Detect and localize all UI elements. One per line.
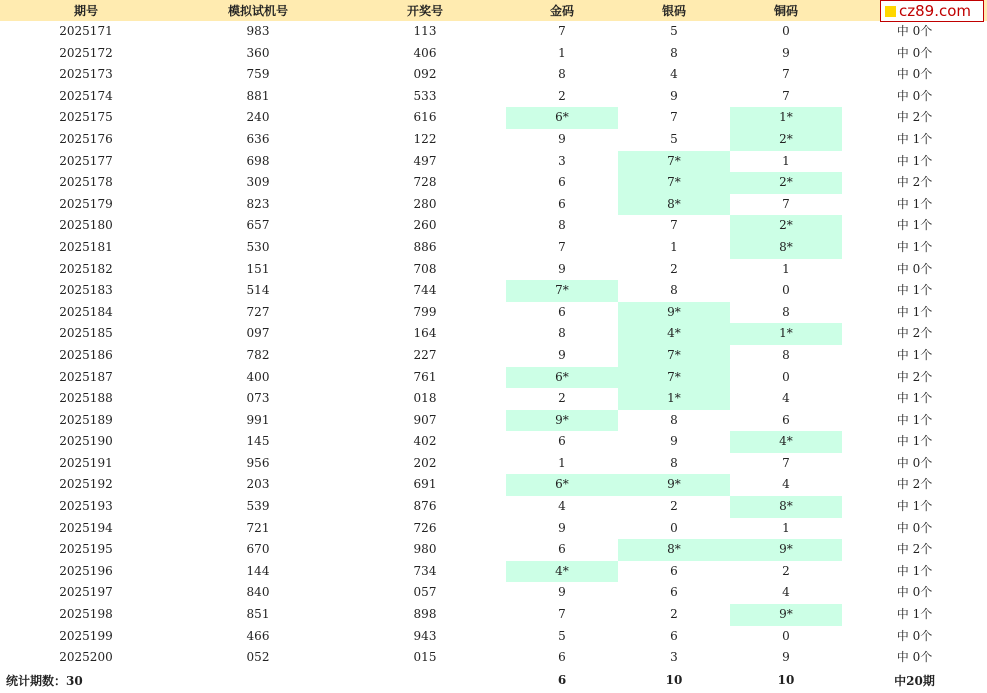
cell-sim: 670 [246, 542, 270, 557]
cell-sim: 881 [246, 88, 270, 103]
table-row [0, 539, 987, 561]
cell-draw: 734 [413, 563, 437, 578]
table-row [0, 518, 987, 540]
header-bronze: 铜码 [773, 4, 798, 18]
cell-hit: 中 2个 [896, 477, 933, 492]
cell-period: 2025189 [59, 412, 113, 427]
cell-draw: 876 [413, 499, 437, 514]
cell-silver: 6 [670, 628, 678, 643]
cell-hit: 中 1个 [896, 499, 933, 514]
cell-period: 2025176 [59, 131, 113, 146]
cell-draw: 057 [413, 585, 437, 600]
table-row [0, 237, 987, 259]
cell-draw: 708 [413, 261, 437, 276]
cell-silver: 6 [670, 585, 678, 600]
cell-draw: 260 [413, 218, 437, 233]
cell-silver: 2 [670, 261, 678, 276]
cell-period: 2025193 [59, 499, 113, 514]
cell-period: 2025191 [59, 455, 113, 470]
cell-period: 2025192 [59, 477, 113, 492]
cell-sim: 514 [246, 283, 270, 298]
cell-period: 2025195 [59, 542, 113, 557]
cell-gold: 4* [506, 561, 618, 583]
cell-silver: 8* [618, 539, 730, 561]
cell-period: 2025179 [59, 196, 113, 211]
cell-draw: 907 [413, 412, 437, 427]
cell-draw: 616 [413, 110, 437, 125]
cell-bronze: 7 [782, 67, 790, 82]
cell-gold: 7 [558, 24, 566, 38]
cell-silver: 7* [618, 172, 730, 194]
table-row [0, 604, 987, 626]
cell-draw: 761 [413, 369, 437, 384]
cell-hit: 中 1个 [896, 347, 933, 362]
cell-bronze: 2* [730, 172, 842, 194]
cell-bronze: 1 [782, 153, 790, 168]
cell-draw: 980 [413, 542, 437, 557]
cell-draw: 691 [413, 477, 437, 492]
cell-gold: 6* [506, 107, 618, 129]
cell-sim: 466 [246, 628, 270, 643]
cell-gold: 3 [558, 153, 566, 168]
cell-sim: 840 [246, 585, 270, 600]
table-row [0, 626, 987, 648]
cell-sim: 983 [246, 24, 270, 38]
cell-silver: 7* [618, 367, 730, 389]
table-header [0, 0, 987, 21]
cell-sim: 144 [246, 563, 270, 578]
table-row [0, 582, 987, 604]
cell-sim: 657 [246, 218, 270, 233]
cell-gold: 6 [558, 196, 566, 211]
cell-hit: 中 1个 [896, 412, 933, 427]
table-row [0, 280, 987, 302]
cell-sim: 991 [246, 412, 270, 427]
cell-gold: 5 [558, 628, 566, 643]
cell-sim: 400 [246, 369, 270, 384]
cell-hit: 中 1个 [896, 434, 933, 449]
cell-silver: 8* [618, 194, 730, 216]
cell-silver: 4 [670, 67, 678, 82]
cell-silver: 8 [670, 412, 678, 427]
cell-bronze: 8 [782, 304, 790, 319]
cell-silver: 9 [670, 88, 678, 103]
table-row [0, 259, 987, 281]
cell-draw: 406 [413, 45, 437, 60]
table-row [0, 151, 987, 173]
table-row [0, 194, 987, 216]
cell-gold: 8 [558, 326, 566, 341]
cell-period: 2025172 [59, 45, 113, 60]
cell-bronze: 8* [730, 496, 842, 518]
cell-period: 2025181 [59, 239, 113, 254]
cell-sim: 539 [246, 499, 270, 514]
table-row [0, 647, 987, 669]
cell-silver: 1 [670, 239, 678, 254]
cell-draw: 280 [413, 196, 437, 211]
table-footer [0, 669, 987, 691]
cell-period: 2025175 [59, 110, 113, 125]
cell-bronze: 4 [782, 585, 790, 600]
cell-silver: 3 [670, 650, 678, 665]
cell-hit: 中 0个 [896, 520, 933, 535]
cell-silver: 0 [670, 520, 678, 535]
cell-period: 2025199 [59, 628, 113, 643]
header-draw: 开奖号 [406, 4, 443, 18]
header-period: 期号 [73, 4, 98, 18]
cell-draw: 202 [413, 455, 437, 470]
cell-sim: 203 [246, 477, 270, 492]
cell-gold: 6 [558, 434, 566, 449]
cell-period: 2025190 [59, 434, 113, 449]
cell-silver: 5 [670, 131, 678, 146]
cell-gold: 7 [558, 239, 566, 254]
cell-period: 2025188 [59, 391, 113, 406]
cell-sim: 309 [246, 175, 270, 190]
cell-draw: 497 [413, 153, 437, 168]
cell-silver: 5 [670, 24, 678, 38]
cell-bronze: 7 [782, 88, 790, 103]
cell-bronze: 7 [782, 196, 790, 211]
cell-hit: 中 1个 [896, 304, 933, 319]
cell-draw: 886 [413, 239, 437, 254]
cell-period: 2025184 [59, 304, 113, 319]
cell-gold: 1 [558, 45, 566, 60]
cell-sim: 759 [246, 67, 270, 82]
cell-period: 2025182 [59, 261, 113, 276]
cell-sim: 636 [246, 131, 270, 146]
cell-period: 2025180 [59, 218, 113, 233]
cell-sim: 721 [246, 520, 270, 535]
table-row [0, 215, 987, 237]
cell-draw: 018 [413, 391, 437, 406]
cell-draw: 533 [413, 88, 437, 103]
table-row [0, 496, 987, 518]
cell-draw: 799 [413, 304, 437, 319]
footer-gold: 6 [557, 673, 567, 687]
cell-hit: 中 1个 [896, 218, 933, 233]
cell-hit: 中 1个 [896, 196, 933, 211]
cell-hit: 中 1个 [896, 239, 933, 254]
cell-period: 2025174 [59, 88, 113, 103]
cell-draw: 015 [413, 650, 437, 665]
table-row [0, 410, 987, 432]
cell-hit: 中 0个 [896, 24, 933, 38]
cell-hit: 中 0个 [896, 88, 933, 103]
table-row [0, 453, 987, 475]
cell-silver: 9* [618, 302, 730, 324]
cell-sim: 151 [246, 261, 270, 276]
cell-hit: 中 0个 [896, 261, 933, 276]
cell-bronze: 1 [782, 520, 790, 535]
cell-hit: 中 2个 [896, 110, 933, 125]
cell-bronze: 2* [730, 215, 842, 237]
cell-bronze: 1* [730, 107, 842, 129]
cell-hit: 中 0个 [896, 45, 933, 60]
cell-sim: 698 [246, 153, 270, 168]
cell-silver: 7 [670, 110, 678, 125]
cell-gold: 6* [506, 367, 618, 389]
cell-silver: 8 [670, 283, 678, 298]
cell-sim: 782 [246, 347, 270, 362]
cell-hit: 中 1个 [896, 563, 933, 578]
table-row [0, 107, 987, 129]
cell-bronze: 9 [782, 45, 790, 60]
footer-bronze: 10 [777, 673, 795, 687]
site-logo[interactable] [880, 0, 984, 22]
cell-draw: 744 [413, 283, 437, 298]
cell-bronze: 9* [730, 604, 842, 626]
cell-bronze: 2 [782, 563, 790, 578]
cell-period: 2025198 [59, 607, 113, 622]
cell-gold: 2 [558, 88, 566, 103]
cell-draw: 898 [413, 607, 437, 622]
cell-gold: 9 [558, 347, 566, 362]
cell-sim: 823 [246, 196, 270, 211]
footer-silver: 10 [665, 673, 683, 687]
cell-gold: 9 [558, 131, 566, 146]
cell-period: 2025186 [59, 347, 113, 362]
cell-sim: 956 [246, 455, 270, 470]
cell-period: 2025200 [59, 650, 113, 665]
cell-silver: 9 [670, 434, 678, 449]
cell-bronze: 2* [730, 129, 842, 151]
cell-gold: 6* [506, 474, 618, 496]
table-row [0, 345, 987, 367]
table-row [0, 302, 987, 324]
cell-gold: 9* [506, 410, 618, 432]
cell-bronze: 4 [782, 477, 790, 492]
cell-hit: 中 2个 [896, 175, 933, 190]
cell-bronze: 1* [730, 323, 842, 345]
cell-silver: 7* [618, 345, 730, 367]
cell-draw: 122 [413, 131, 437, 146]
cell-hit: 中 0个 [896, 67, 933, 82]
footer-hit: 中20期 [894, 673, 935, 688]
footer-label: 统计期数：30 [6, 673, 83, 688]
cell-bronze: 4* [730, 431, 842, 453]
cell-hit: 中 1个 [896, 153, 933, 168]
table-row [0, 388, 987, 410]
cell-period: 2025197 [59, 585, 113, 600]
table-row [0, 561, 987, 583]
cell-bronze: 6 [782, 412, 790, 427]
cell-silver: 4* [618, 323, 730, 345]
cell-silver: 2 [670, 499, 678, 514]
cell-draw: 113 [413, 24, 437, 38]
table-row [0, 86, 987, 108]
table-body [0, 21, 987, 669]
table-row [0, 431, 987, 453]
cell-silver: 9* [618, 474, 730, 496]
cell-draw: 402 [413, 434, 437, 449]
cell-hit: 中 1个 [896, 607, 933, 622]
cell-gold: 1 [558, 455, 566, 470]
cell-bronze: 8* [730, 237, 842, 259]
cell-silver: 7* [618, 151, 730, 173]
cell-sim: 530 [246, 239, 270, 254]
table-row [0, 172, 987, 194]
cell-hit: 中 2个 [896, 326, 933, 341]
cell-silver: 2 [670, 607, 678, 622]
cell-draw: 943 [413, 628, 437, 643]
cell-gold: 9 [558, 585, 566, 600]
cell-sim: 240 [246, 110, 270, 125]
table-row [0, 323, 987, 345]
cell-hit: 中 0个 [896, 628, 933, 643]
table-row [0, 367, 987, 389]
cell-sim: 073 [246, 391, 270, 406]
cell-sim: 145 [246, 434, 270, 449]
table-row [0, 43, 987, 65]
cell-period: 2025185 [59, 326, 113, 341]
cell-sim: 097 [246, 326, 270, 341]
table-row [0, 474, 987, 496]
cell-sim: 851 [246, 607, 270, 622]
cell-period: 2025187 [59, 369, 113, 384]
cell-bronze: 0 [782, 24, 790, 38]
table-row [0, 64, 987, 86]
cell-bronze: 0 [782, 628, 790, 643]
cell-silver: 7 [670, 218, 678, 233]
cell-period: 2025196 [59, 563, 113, 578]
cell-sim: 360 [246, 45, 270, 60]
cell-period: 2025194 [59, 520, 113, 535]
cell-bronze: 0 [782, 369, 790, 384]
cell-hit: 中 0个 [896, 585, 933, 600]
cell-draw: 726 [413, 520, 437, 535]
table-row [0, 129, 987, 151]
cell-hit: 中 2个 [896, 542, 933, 557]
cell-gold: 6 [558, 650, 566, 665]
cell-period: 2025177 [59, 153, 113, 168]
cell-gold: 6 [558, 542, 566, 557]
cell-silver: 8 [670, 45, 678, 60]
cell-gold: 4 [558, 499, 566, 514]
cell-gold: 9 [558, 520, 566, 535]
cell-bronze: 1 [782, 261, 790, 276]
cell-bronze: 0 [782, 283, 790, 298]
cell-gold: 7 [558, 607, 566, 622]
cell-gold: 9 [558, 261, 566, 276]
cell-hit: 中 1个 [896, 131, 933, 146]
cell-gold: 6 [558, 175, 566, 190]
cell-draw: 728 [413, 175, 437, 190]
cell-bronze: 7 [782, 455, 790, 470]
logo-square-icon [885, 6, 896, 17]
cell-sim: 052 [246, 650, 270, 665]
cell-period: 2025183 [59, 283, 113, 298]
header-gold: 金码 [549, 4, 574, 18]
cell-hit: 中 0个 [896, 455, 933, 470]
header-sim: 模拟试机号 [227, 4, 288, 18]
cell-period: 2025173 [59, 67, 113, 82]
cell-bronze: 4 [782, 391, 790, 406]
cell-bronze: 9* [730, 539, 842, 561]
cell-silver: 6 [670, 563, 678, 578]
cell-silver: 8 [670, 455, 678, 470]
cell-hit: 中 1个 [896, 283, 933, 298]
cell-gold: 7* [506, 280, 618, 302]
cell-gold: 8 [558, 67, 566, 82]
cell-period: 2025171 [59, 24, 113, 38]
cell-gold: 6 [558, 304, 566, 319]
cell-bronze: 8 [782, 347, 790, 362]
cell-period: 2025178 [59, 175, 113, 190]
cell-draw: 092 [413, 67, 437, 82]
cell-hit: 中 1个 [896, 391, 933, 406]
cell-gold: 8 [558, 218, 566, 233]
cell-bronze: 9 [782, 650, 790, 665]
cell-hit: 中 0个 [896, 650, 933, 665]
cell-gold: 2 [558, 391, 566, 406]
table-row [0, 21, 987, 43]
cell-draw: 164 [413, 326, 437, 341]
header-silver: 银码 [661, 4, 686, 18]
cell-hit: 中 2个 [896, 369, 933, 384]
footer-empty [344, 669, 506, 691]
cell-sim: 727 [246, 304, 270, 319]
cell-draw: 227 [413, 347, 437, 362]
logo-text: cz89.com [899, 2, 972, 20]
cell-silver: 1* [618, 388, 730, 410]
